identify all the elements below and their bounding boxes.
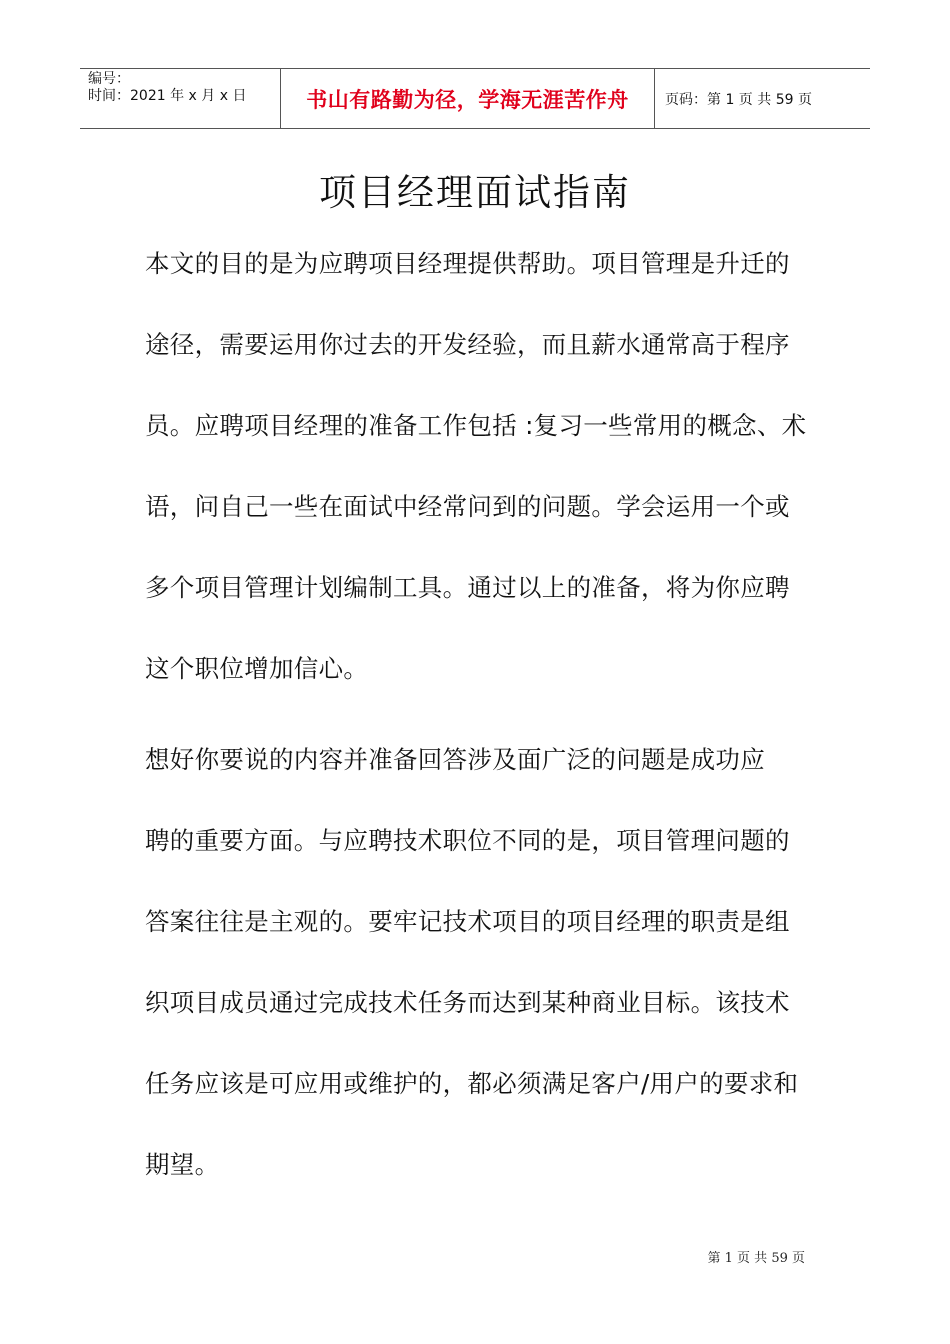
header-meta-cell [80, 69, 281, 128]
paragraph-line: 织项目成员通过完成技术任务而达到某种商业目标。该技术 [145, 988, 790, 1017]
paragraph-line: 多个项目管理计划编制工具。通过以上的准备，将为你应聘 [145, 573, 790, 602]
document-title: 项目经理面试指南 [319, 171, 631, 214]
paragraph-line: 本文的目的是为应聘项目经理提供帮助。项目管理是升迁的 [145, 249, 790, 278]
motto-text: 书山有路勤为径，学海无涯苦作舟 [306, 87, 629, 112]
header-page-info: 页码：第 1 页 共 59 页 [665, 91, 812, 108]
paragraph-line: 途径，需要运用你过去的开发经验，而且薪水通常高于程序 [145, 330, 790, 359]
document-header [80, 68, 870, 129]
header-page-cell [655, 69, 870, 128]
paragraph-line: 员。应聘项目经理的准备工作包括 :复习一些常用的概念、术 [145, 411, 807, 440]
header-motto-cell [281, 69, 655, 128]
date-label: 时间：2021 年 x 月 x 日 [88, 88, 247, 104]
paragraph-line: 期望。 [145, 1150, 220, 1179]
paragraph-line: 想好你要说的内容并准备回答涉及面广泛的问题是成功应 [145, 745, 765, 774]
paragraph-2 [145, 742, 810, 1228]
paragraph-line: 这个职位增加信心。 [145, 654, 369, 683]
paragraph-line: 答案往往是主观的。要牢记技术项目的项目经理的职责是组 [145, 907, 790, 936]
paragraph-line: 聘的重要方面。与应聘技术职位不同的是，项目管理问题的 [145, 826, 790, 855]
serial-number-label: 编号： [88, 71, 130, 87]
paragraph-1 [145, 246, 810, 732]
footer-page-info: 第 1 页 共 59 页 [707, 1251, 805, 1266]
paragraph-line: 语，问自己一些在面试中经常问到的问题。学会运用一个或 [145, 492, 790, 521]
paragraph-line: 任务应该是可应用或维护的，都必须满足客户/用户的要求和 [145, 1069, 799, 1098]
